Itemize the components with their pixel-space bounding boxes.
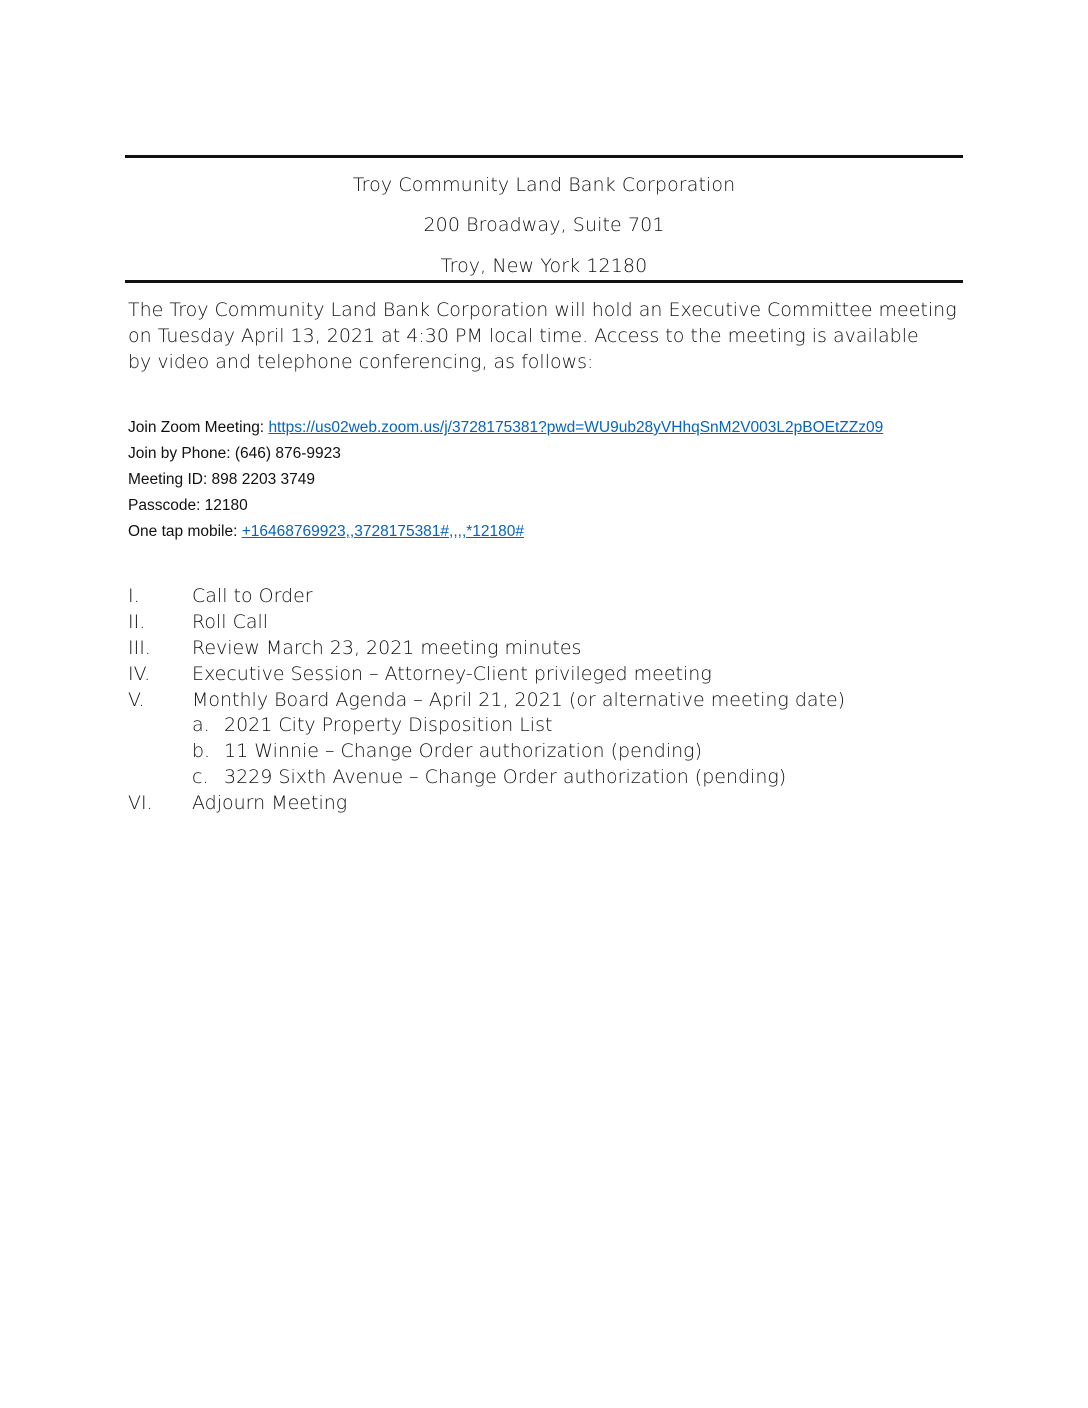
agenda-item	[128, 584, 1028, 610]
one-tap-link[interactable]: +16468769923,,3728175381#,,,,*12180#	[241, 523, 525, 540]
agenda-subitem	[128, 713, 1028, 739]
phone-line: Join by Phone: (646) 876-9923	[128, 445, 341, 462]
agenda-item-number: IV.	[128, 662, 151, 685]
zoom-row	[128, 415, 883, 441]
one-tap-row	[128, 519, 883, 545]
agenda-subitem-letter: b.	[192, 740, 211, 763]
zoom-label: Join Zoom Meeting:	[128, 419, 269, 436]
intro-line-3: by video and telephone conferencing, as follows:	[128, 351, 594, 373]
intro-line-2: on Tuesday April 13, 2021 at 4:30 PM local time. Access to the meeting is available	[128, 325, 919, 347]
agenda-item-text: Call to Order	[192, 585, 313, 607]
agenda-item-text: Adjourn Meeting	[192, 792, 348, 815]
agenda-item-number: I.	[128, 585, 140, 607]
agenda-subitem-text: 2021 City Property Disposition List	[224, 714, 553, 737]
agenda-item-text: Roll Call	[192, 610, 269, 633]
agenda-item	[128, 610, 1028, 636]
one-tap-label: One tap mobile:	[128, 523, 242, 540]
agenda-item-text: Review March 23, 2021 meeting minutes	[192, 636, 582, 659]
agenda-item	[128, 688, 1028, 714]
address-line-1: 200 Broadway, Suite 701	[423, 214, 665, 236]
agenda-list	[128, 584, 1028, 817]
agenda-subitem-text: 3229 Sixth Avenue – Change Order authorization (pending)	[224, 766, 787, 789]
meeting-id-line: Meeting ID: 898 2203 3749	[128, 471, 315, 488]
agenda-item	[128, 662, 1028, 688]
agenda-item-text: Executive Session – Attorney-Client privileged meeting	[192, 662, 712, 685]
header-top-rule	[125, 155, 963, 158]
agenda-subitem-text: 11 Winnie – Change Order authorization (pending)	[224, 740, 702, 763]
agenda-subitem	[128, 765, 1028, 791]
agenda-item-number: III.	[128, 636, 151, 659]
agenda-item-number: VI.	[128, 792, 153, 815]
intro-line-1: The Troy Community Land Bank Corporation will hold an Executive Committee meeting	[128, 299, 957, 321]
agenda-item-number: II.	[128, 610, 146, 633]
passcode-line: Passcode: 12180	[128, 497, 248, 514]
agenda-subitem-letter: c.	[192, 766, 209, 789]
agenda-item	[128, 636, 1028, 662]
address-line-2: Troy, New York 12180	[440, 255, 648, 277]
agenda-subitem	[128, 739, 1028, 765]
agenda-item-text: Monthly Board Agenda – April 21, 2021 (or alternative meeting date)	[192, 688, 846, 711]
agenda-subitem-letter: a.	[192, 714, 210, 737]
agenda-item-number: V.	[128, 688, 145, 711]
header-bottom-rule	[125, 280, 963, 283]
organization-name: Troy Community Land Bank Corporation	[352, 174, 736, 196]
zoom-link[interactable]: https://us02web.zoom.us/j/3728175381?pwd=WU9ub28yVHhqSnM2V003L2pBOEtZZz09	[268, 419, 884, 436]
meeting-details	[128, 415, 883, 545]
agenda-item	[128, 791, 1028, 817]
intro-paragraph	[128, 297, 978, 375]
